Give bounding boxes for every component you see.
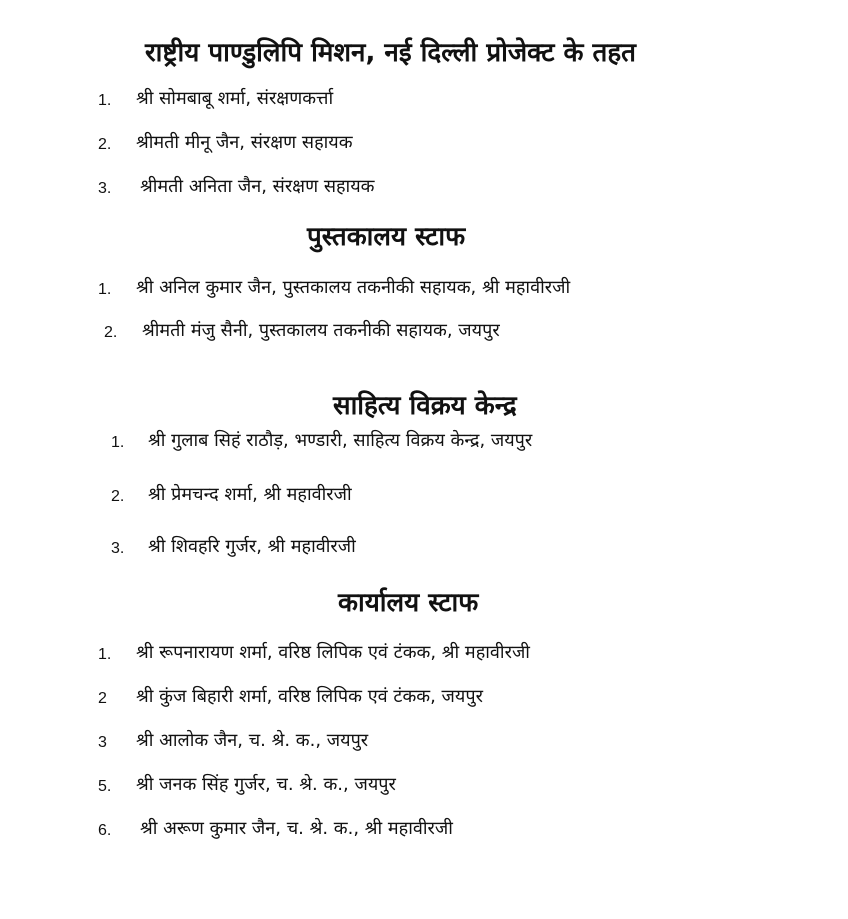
list-item-number: 2. [104,324,118,341]
list-item-text: श्री शिवहरि गुर्जर, श्री महावीरजी [148,536,356,557]
list-item-number: 2. [111,488,125,505]
list-item-text: श्री आलोक जैन, च. श्रे. क., जयपुर [136,730,369,751]
list-item-text: श्री कुंज बिहारी शर्मा, वरिष्ठ लिपिक एवं टंकक, जयपुर [136,686,483,707]
list-item-number: 3. [98,180,112,197]
list-item-text: श्री गुलाब सिहं राठौड़, भण्डारी, साहित्य विक्रय केन्द्र, जयपुर [148,430,533,451]
list-item-number: 1. [98,646,112,663]
list-item-number: 6. [98,822,112,839]
section-title-manuscript-mission: राष्ट्रीय पाण्डुलिपि मिशन, नई दिल्ली प्रोजेक्ट के तहत [145,38,636,68]
list-item-number: 1. [111,434,125,451]
list-item-text: श्रीमती मीनू जैन, संरक्षण सहायक [136,132,353,153]
list-item-text: श्री रूपनारायण शर्मा, वरिष्ठ लिपिक एवं टंकक, श्री महावीरजी [136,642,530,663]
list-item-text: श्री प्रेमचन्द शर्मा, श्री महावीरजी [148,484,352,505]
list-item-number: 3. [111,540,125,557]
list-item-text: श्री अरूण कुमार जैन, च. श्रे. क., श्री महावीरजी [140,818,453,839]
list-item-text: श्रीमती अनिता जैन, संरक्षण सहायक [140,176,375,197]
list-item-text: श्री सोमबाबू शर्मा, संरक्षणकर्त्ता [136,88,334,109]
list-item-number: 2. [98,136,112,153]
list-item-number: 3 [98,734,107,751]
section-title-sales-centre: साहित्य विक्रय केन्द्र [333,391,517,421]
section-title-office-staff: कार्यालय स्टाफ [338,588,479,618]
section-title-library-staff: पुस्तकालय स्टाफ [307,222,466,252]
list-item-number: 1. [98,92,112,109]
list-item-text: श्रीमती मंजु सैनी, पुस्तकालय तकनीकी सहायक, जयपुर [142,320,500,341]
list-item-text: श्री जनक सिंह गुर्जर, च. श्रे. क., जयपुर [136,774,396,795]
list-item-number: 5. [98,778,112,795]
list-item-text: श्री अनिल कुमार जैन, पुस्तकालय तकनीकी सहायक, श्री महावीरजी [136,277,571,298]
list-item-number: 1. [98,281,112,298]
list-item-number: 2 [98,690,107,707]
